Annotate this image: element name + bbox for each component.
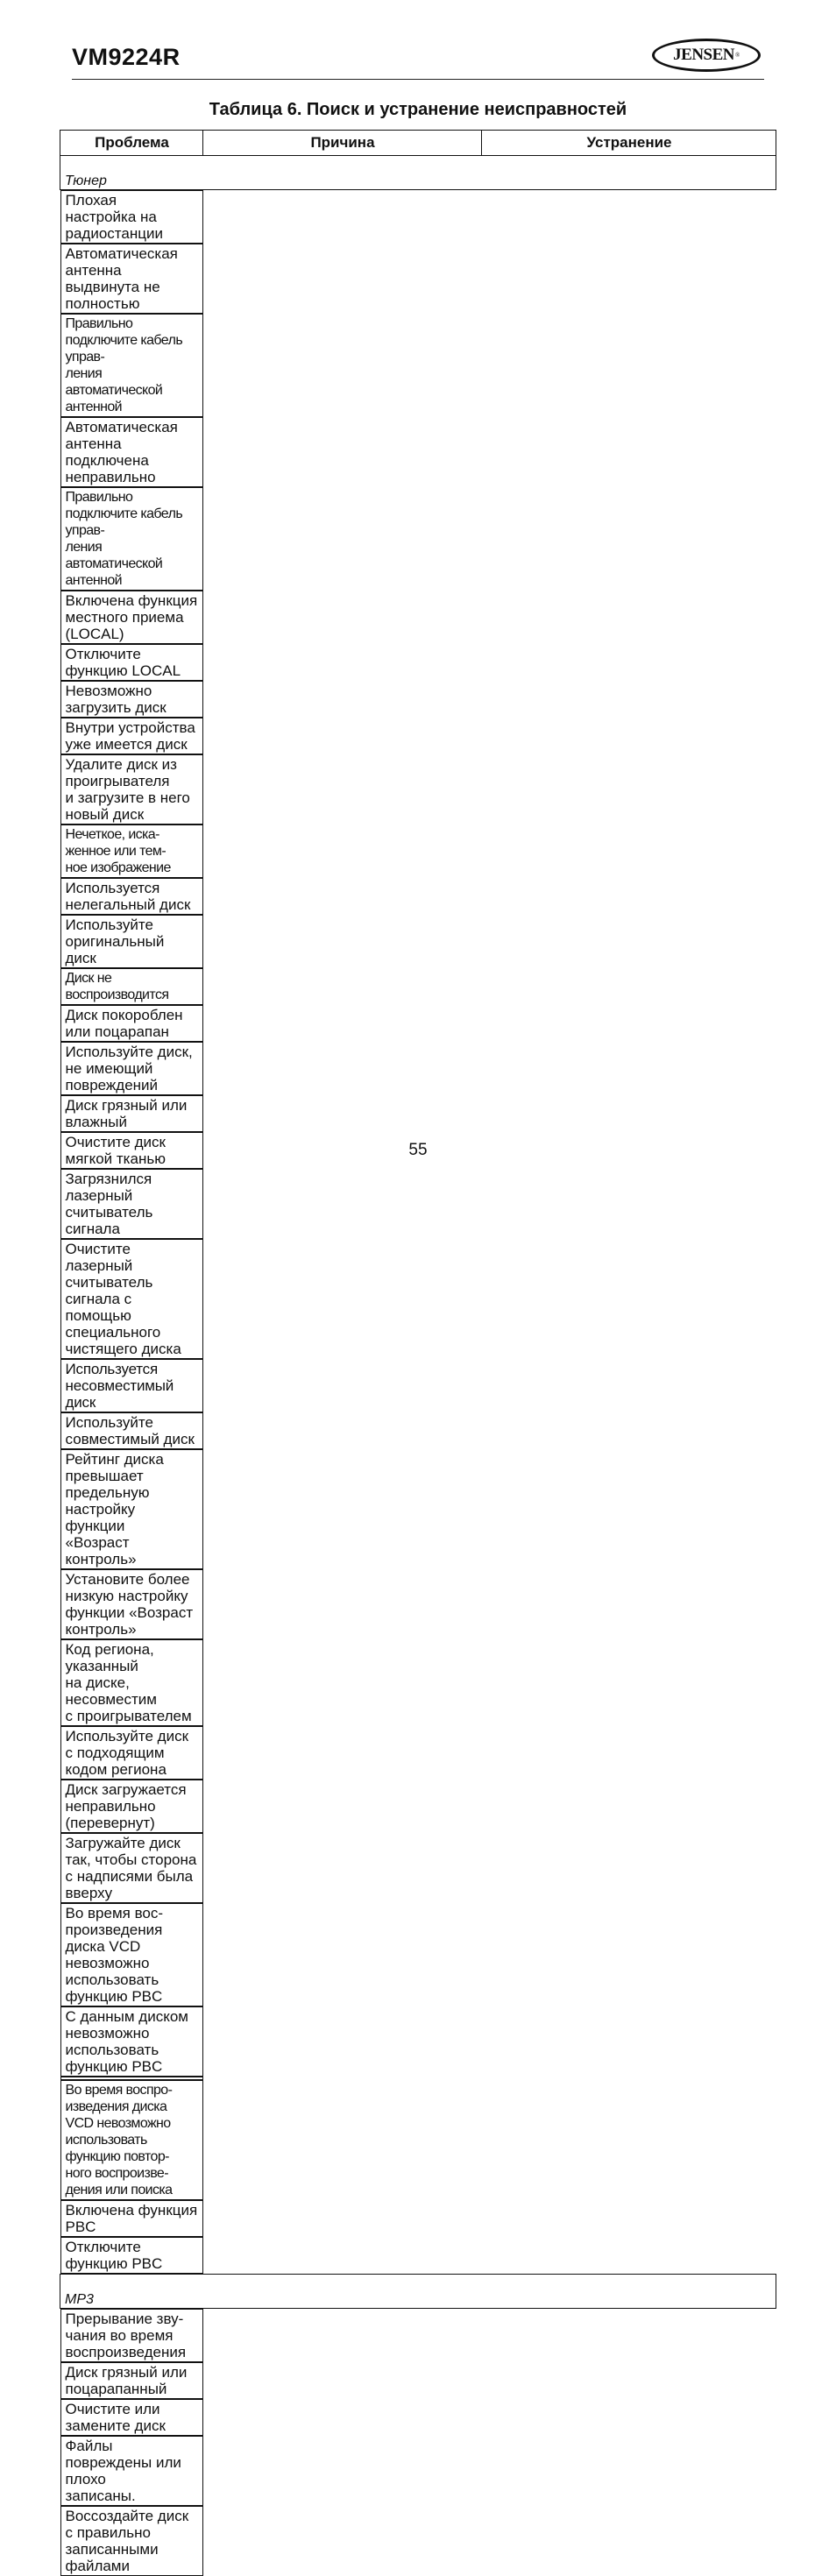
fix-cell: Удалите диск из проигрывателя и загрузите в него новый диск [60,754,203,824]
header-cause: Причина [203,131,482,156]
cause-cell: Файлы повреждены или плохо записаны. [60,2436,203,2506]
cause-cell: Автоматическая антенна выдвинута не полностью [60,244,203,314]
table-header-row [60,131,776,156]
fix-cell: Загружайте диск так, чтобы сторона с надписями была вверху [60,1833,203,1903]
jensen-logo [652,39,761,72]
fix-cell: Отключите функцию LOCAL [60,644,203,681]
fix-cell: Правильно подключите кабель управ- ления автоматической антенной [60,487,203,591]
problem-cell: Прерывание зву- чания во время воспроизведения [60,2309,203,2362]
cause-cell: Внутри устройства уже имеется диск [60,718,203,754]
section-label: Тюнер [60,156,776,190]
cause-cell: Загрязнился лазерный считыватель сигнала [60,1169,203,1239]
header-problem: Проблема [60,131,203,156]
fix-cell: Используйте оригинальный диск [60,915,203,968]
cause-cell: Используется несовместимый диск [60,1359,203,1412]
page-header [72,39,764,80]
fix-cell: Используйте диск с подходящим кодом региона [60,1726,203,1780]
model-name: VM9224R [72,44,181,70]
fix-cell: Очистите или замените диск [60,2399,203,2436]
section-row-mp3 [60,2275,776,2309]
problem-cell: Во время вос- произведения диска VCD невозможно использовать функцию PBC [60,1903,203,2006]
cause-cell: Включена функция местного приема (LOCAL) [60,591,203,644]
table-row [60,1449,776,1639]
table-row [60,1359,776,1449]
fix-cell: Установите более низкую настройку функции «Возраст контроль» [60,1569,203,1639]
table-row [60,824,776,968]
cause-cell: Используется нелегальный диск [60,878,203,915]
page-number: 55 [408,1141,428,1159]
fix-cell: Очистите диск мягкой тканью [60,1132,203,1169]
cause-cell: Код региона, указанный на диске, несовместим с проигрывателем [60,1639,203,1726]
table-row [60,2309,776,2437]
problem-cell: Невозможно загрузить диск [60,681,203,718]
troubleshooting-table [60,130,776,2576]
cause-cell: Диск покороблен или поцарапан [60,1005,203,1042]
table-row [60,2436,776,2576]
fix-cell: Воссоздайте диск с правильно записанными файлами [60,2506,203,2576]
section-label: MP3 [60,2275,776,2309]
table-row [60,1169,776,1359]
section-row-tuner [60,156,776,190]
table-title: Таблица 6. Поиск и устранение неисправностей [209,100,627,119]
table-row [60,417,776,591]
cause-cell: Включена функция PBC [60,2200,203,2237]
cause-cell: С данным диском невозможно использовать функцию PBC [60,2006,203,2077]
cause-cell: Диск грязный или влажный [60,1095,203,1132]
problem-cell: Плохая настройка на радиостанции [60,190,203,244]
cause-cell: Диск загружается неправильно (перевернут) [60,1780,203,1833]
cause-cell: Рейтинг диска превышает предельную настройку функции «Возраст контроль» [60,1449,203,1569]
fix-cell: Используйте совместимый диск [60,1412,203,1449]
table-row [60,1639,776,1780]
problem-cell: Диск не воспроизводится [60,968,203,1005]
problem-cell: Во время воспро- изведения диска VCD невозможно использовать функцию повтор- ного воспроизве- дения или поиска [60,2080,203,2200]
fix-cell: Используйте диск, не имеющий повреждений [60,1042,203,1095]
table-row [60,1780,776,1903]
table-row [60,2080,776,2275]
fix-cell: Очистите лазерный считыватель сигнала с помощью специального чистящего диска [60,1239,203,1359]
table-row [60,681,776,824]
table-row [60,190,776,418]
table-row [60,1903,776,2080]
cause-cell: Диск грязный или поцарапанный [60,2362,203,2399]
table-row [60,968,776,1095]
header-fix: Устранение [482,131,776,156]
registered-mark: ® [735,52,740,59]
fix-cell: Отключите функцию PBC [60,2237,203,2274]
cause-cell: Автоматическая антенна подключена неправильно [60,417,203,487]
logo-text: JENSEN [673,46,735,64]
fix-cell: Правильно подключите кабель управ- ления автоматической антенной [60,314,203,417]
problem-cell: Нечеткое, иска- женное или тем- ное изображение [60,824,203,878]
table-row [60,591,776,681]
